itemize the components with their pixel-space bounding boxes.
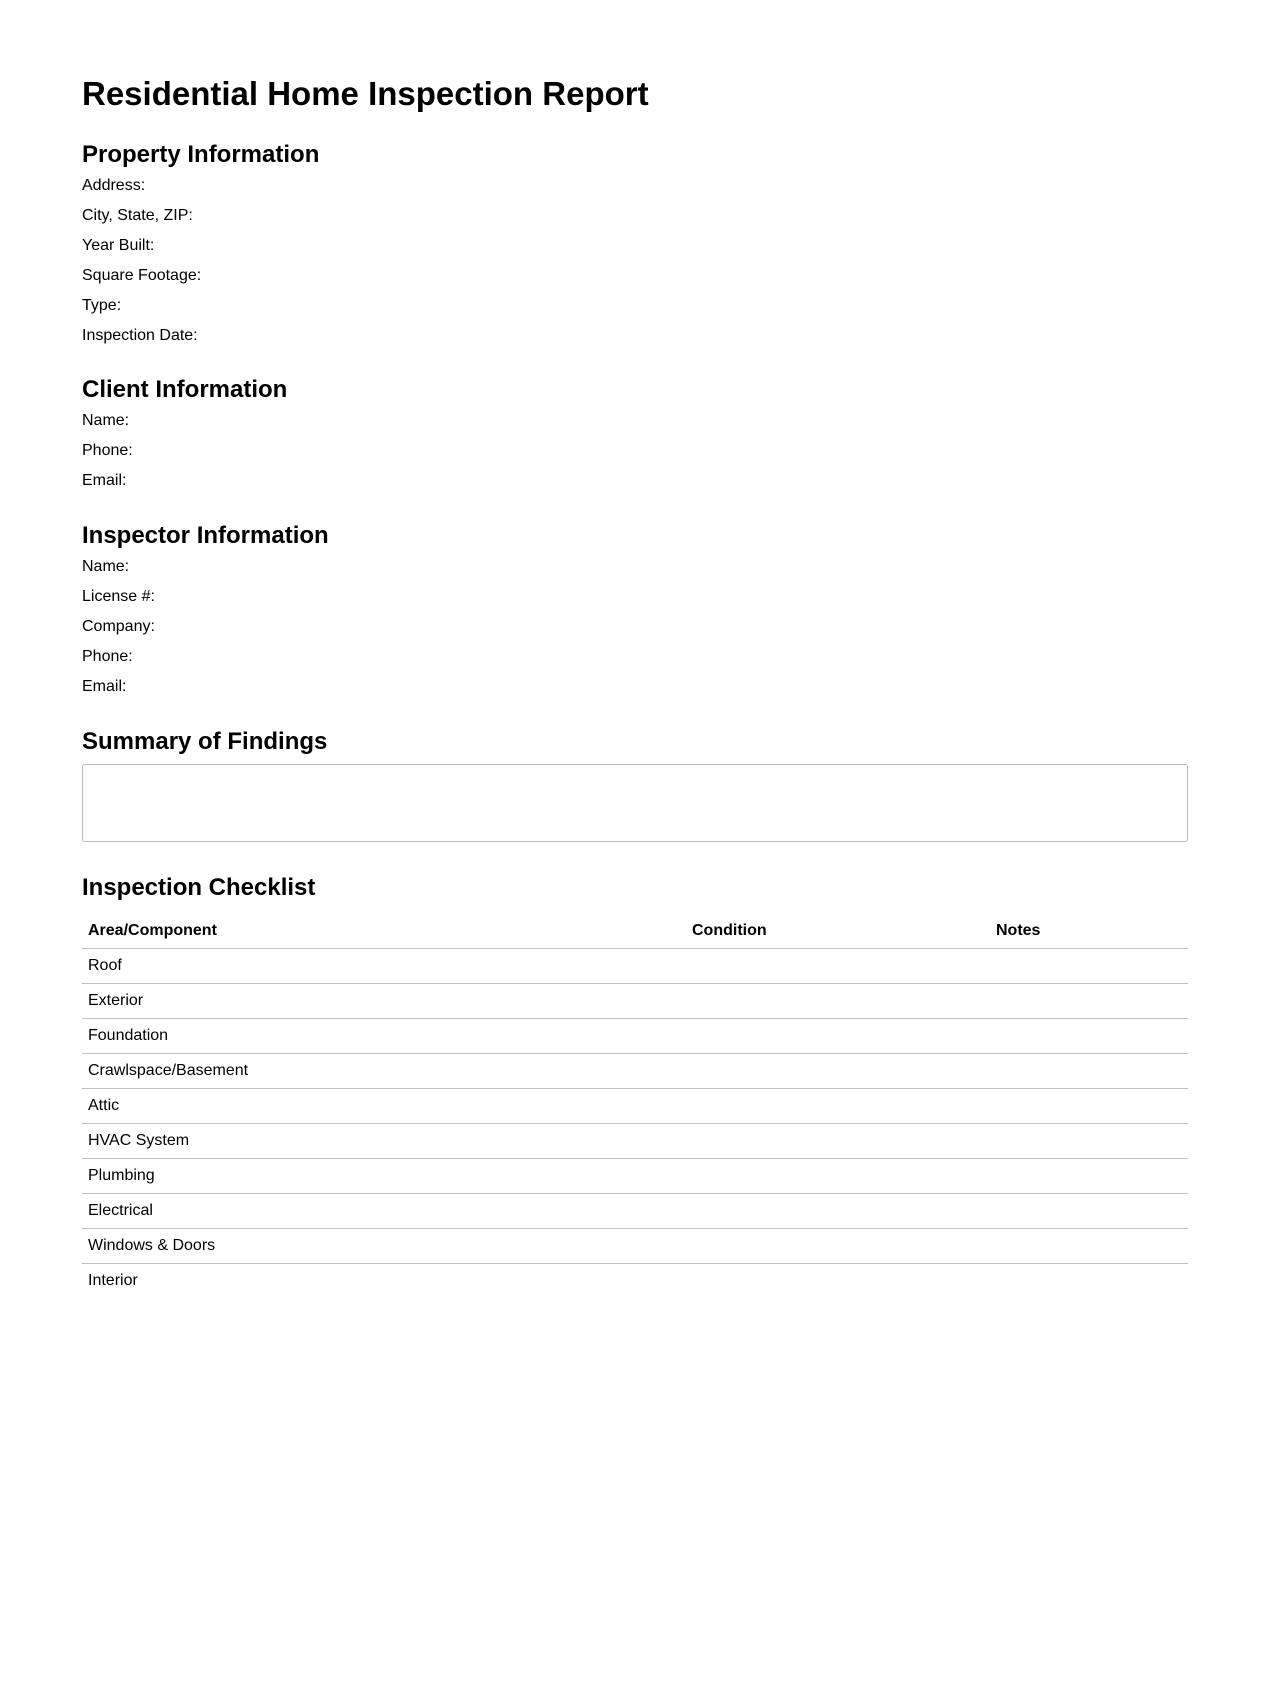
row-condition-cell[interactable] bbox=[686, 1159, 990, 1194]
property-field-year-built: Year Built: bbox=[82, 237, 155, 254]
inspector-field-list bbox=[82, 552, 1188, 702]
row-notes-cell[interactable] bbox=[990, 1124, 1188, 1159]
property-field-type: Type: bbox=[82, 297, 122, 314]
property-information-section bbox=[82, 140, 1188, 351]
inspector-field-name: Name: bbox=[82, 558, 130, 575]
row-condition-cell[interactable] bbox=[686, 949, 990, 984]
client-field-phone: Phone: bbox=[82, 442, 133, 459]
row-notes-cell[interactable] bbox=[990, 1159, 1188, 1194]
row-area-cell: Crawlspace/Basement bbox=[82, 1054, 686, 1089]
property-field-square-footage: Square Footage: bbox=[82, 267, 202, 284]
row-area-cell: Interior bbox=[88, 1272, 138, 1289]
row-area-cell: Attic bbox=[82, 1089, 686, 1124]
row-area-cell: Roof bbox=[82, 949, 686, 984]
client-information-heading: Client Information bbox=[82, 376, 288, 403]
inspector-information-section bbox=[82, 521, 1188, 702]
row-condition-cell[interactable] bbox=[686, 1264, 990, 1299]
row-area-cell: Foundation bbox=[82, 1019, 686, 1054]
summary-heading: Summary of Findings bbox=[82, 728, 328, 755]
row-condition-cell[interactable] bbox=[686, 1054, 990, 1089]
table-row bbox=[82, 949, 1188, 984]
row-condition-cell[interactable] bbox=[686, 1124, 990, 1159]
inspector-field-email: Email: bbox=[82, 678, 127, 695]
table-row bbox=[82, 984, 1188, 1019]
client-information-section bbox=[82, 375, 1188, 496]
column-header-area: Area/Component bbox=[82, 914, 686, 949]
row-area-cell: Windows & Doors bbox=[82, 1229, 686, 1264]
checklist-heading: Inspection Checklist bbox=[82, 874, 316, 901]
row-notes-cell[interactable] bbox=[990, 1264, 1188, 1299]
row-area-cell: Electrical bbox=[82, 1194, 686, 1229]
row-area-cell: Plumbing bbox=[82, 1159, 686, 1194]
client-field-email: Email: bbox=[82, 472, 127, 489]
table-row bbox=[82, 1194, 1188, 1229]
row-notes-cell[interactable] bbox=[990, 949, 1188, 984]
table-row bbox=[82, 1054, 1188, 1089]
table-row bbox=[82, 1264, 1188, 1299]
row-condition-cell[interactable] bbox=[686, 1089, 990, 1124]
inspector-field-company: Company: bbox=[82, 618, 155, 635]
checklist-header-row bbox=[82, 914, 1188, 949]
column-header-notes: Notes bbox=[990, 914, 1188, 949]
checklist-table bbox=[82, 914, 1188, 1298]
report-title: Residential Home Inspection Report bbox=[82, 75, 649, 112]
column-header-condition: Condition bbox=[686, 914, 990, 949]
property-field-list bbox=[82, 171, 1188, 351]
inspector-field-phone: Phone: bbox=[82, 648, 133, 665]
summary-text-box[interactable] bbox=[82, 764, 1188, 842]
client-field-list bbox=[82, 406, 1188, 496]
inspector-information-heading: Inspector Information bbox=[82, 522, 329, 549]
table-row bbox=[82, 1089, 1188, 1124]
table-row bbox=[82, 1124, 1188, 1159]
inspector-field-license: License #: bbox=[82, 588, 155, 605]
row-notes-cell[interactable] bbox=[990, 984, 1188, 1019]
property-field-city-state-zip: City, State, ZIP: bbox=[82, 207, 193, 224]
row-notes-cell[interactable] bbox=[990, 1019, 1188, 1054]
row-area-cell: Exterior bbox=[82, 984, 686, 1019]
row-condition-cell[interactable] bbox=[686, 1019, 990, 1054]
row-condition-cell[interactable] bbox=[686, 1229, 990, 1264]
row-condition-cell[interactable] bbox=[686, 984, 990, 1019]
property-field-inspection-date: Inspection Date: bbox=[82, 327, 198, 344]
table-row bbox=[82, 1019, 1188, 1054]
summary-section bbox=[82, 727, 1188, 842]
row-notes-cell[interactable] bbox=[990, 1229, 1188, 1264]
table-row bbox=[82, 1229, 1188, 1264]
checklist-section bbox=[82, 873, 1188, 1298]
table-row bbox=[82, 1159, 1188, 1194]
client-field-name: Name: bbox=[82, 412, 130, 429]
row-notes-cell[interactable] bbox=[990, 1194, 1188, 1229]
row-area-cell: HVAC System bbox=[82, 1124, 686, 1159]
property-field-address: Address: bbox=[82, 177, 146, 194]
row-condition-cell[interactable] bbox=[686, 1194, 990, 1229]
property-information-heading: Property Information bbox=[82, 141, 320, 168]
row-notes-cell[interactable] bbox=[990, 1054, 1188, 1089]
row-notes-cell[interactable] bbox=[990, 1089, 1188, 1124]
